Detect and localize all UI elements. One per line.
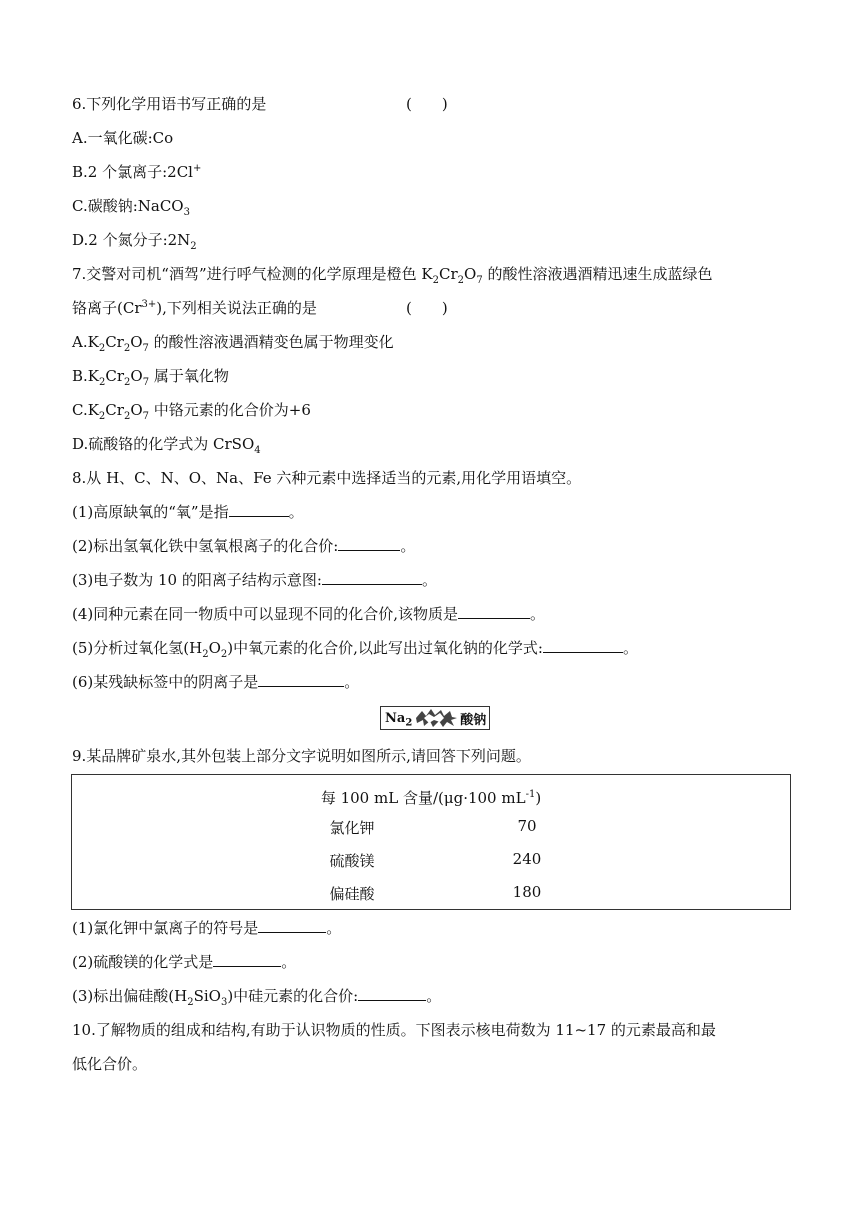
table-row: 硫酸镁 240	[329, 850, 542, 870]
answer-blank[interactable]	[322, 570, 422, 585]
q8-part-1: (1)高原缺氧的“氧”是指 。	[72, 503, 304, 521]
q6-option-c: C.碳酸钠:NaCO$_3$	[72, 197, 190, 218]
answer-blank[interactable]	[458, 604, 530, 619]
q10-stem-line1: 10.了解物质的组成和结构,有助于认识物质的性质。下图表示核电荷数为 11~17 的元素最高和最	[72, 1021, 716, 1039]
q8-part-6: (6)某残缺标签中的阴离子是 。	[72, 673, 360, 691]
answer-blank[interactable]	[258, 672, 344, 687]
q9-part-2: (2)硫酸镁的化学式是 。	[72, 953, 297, 971]
torn-label: $Na_2$ 酸钠	[380, 706, 490, 730]
q9-part-1: (1)氯化钾中氯离子的符号是 。	[72, 919, 342, 937]
table-row: 偏硅酸 180	[329, 883, 542, 903]
q7-option-d: D.硫酸铬的化学式为 CrSO$_4$	[72, 435, 261, 456]
q8-part-3: (3)电子数为 10 的阳离子结构示意图: 。	[72, 571, 437, 589]
torn-label-icon	[414, 708, 458, 728]
answer-blank[interactable]	[358, 986, 426, 1001]
q8-part-5: (5)分析过氧化氢$(H_2O_2)$中氧元素的化合价,以此写出过氧化钠的化学式: 。	[72, 639, 638, 660]
mineral-content-table	[71, 774, 791, 910]
table-row: 氯化钾 70	[329, 817, 537, 837]
q8-part-2: (2)标出氢氧化铁中氢氧根离子的化合价: 。	[72, 537, 416, 555]
q7-option-c: $C.K_2Cr_2O_7$ 中铬元素的化合价为+6	[72, 401, 311, 422]
q9-part-3: (3)标出偏硅酸$(H_2SiO_3)$中硅元素的化合价: 。	[72, 987, 442, 1008]
q7-option-a: $A.K_2Cr_2O_7$ 的酸性溶液遇酒精变色属于物理变化	[72, 333, 394, 354]
q6-option-d: D.2 个氮分子$:2N_2$	[72, 231, 197, 252]
q7-option-b: $B.K_2Cr_2O_7$ 属于氧化物	[72, 367, 229, 388]
answer-blank[interactable]	[213, 952, 281, 967]
q6-option-b: B.2 个氯离子:2Cl+	[72, 163, 202, 181]
answer-paren: ( )	[406, 95, 448, 113]
table-header: 每 100 mL 含量/(μg·100 $mL^{-1}$)	[320, 789, 542, 807]
q8-stem: 8.从 H、C、N、O、Na、Fe 六种元素中选择适当的元素,用化学用语填空。	[72, 469, 582, 487]
q9-stem: 9.某品牌矿泉水,其外包装上部分文字说明如图所示,请回答下列问题。	[72, 747, 531, 765]
answer-paren: ( )	[406, 299, 448, 317]
answer-blank[interactable]	[229, 502, 289, 517]
q6-stem: 6.下列化学用语书写正确的是 ( )	[72, 95, 448, 113]
q7-stem-line1: 7.交警对司机“酒驾”进行呼气检测的化学原理是橙色 $K_2Cr_2O_7$ 的酸性溶液遇酒精迅速生成蓝绿色	[72, 265, 713, 286]
q8-part-4: (4)同种元素在同一物质中可以显现不同的化合价,该物质是 。	[72, 605, 546, 623]
answer-blank[interactable]	[258, 918, 326, 933]
q7-stem-line2: 铬离子$(Cr^{3+})$,下列相关说法正确的是 ( )	[72, 299, 448, 317]
answer-blank[interactable]	[338, 536, 400, 551]
q10-stem-line2: 低化合价。	[72, 1055, 148, 1073]
answer-blank[interactable]	[543, 638, 623, 653]
q6-option-a: A.一氧化碳:Co	[72, 129, 174, 147]
